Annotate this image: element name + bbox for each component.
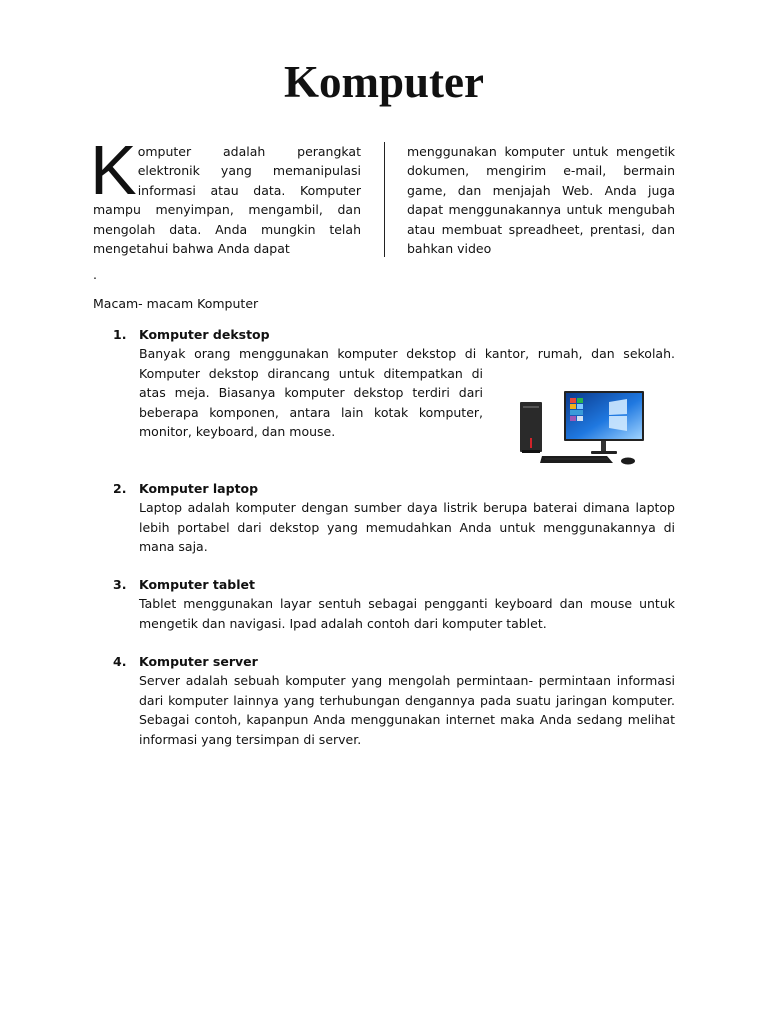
list-body	[139, 498, 675, 556]
drop-cap: K	[90, 131, 137, 209]
list-number: 2.	[113, 481, 127, 496]
list-heading: Komputer tablet	[139, 577, 255, 592]
list-number: 3.	[113, 577, 127, 592]
list-body	[139, 671, 675, 749]
list-body-text: Komputer dekstop dirancang untuk ditempatkan di atas meja. Biasanya komputer dekstop terdiri dari beberapa komponen, antara lain kotak komputer, monitor, keyboard, dan mouse.	[139, 365, 483, 440]
stray-period: .	[93, 267, 97, 282]
intro-right-column	[407, 142, 675, 258]
list-heading: Komputer laptop	[139, 481, 259, 496]
intro-left-text: omputer adalah perangkat elektronik yang memanipulasi informasi atau data. Komputer mampu menyimpan, mengambil, dan mengolah data. Anda mungkin telah mengetahui bahwa Anda dapat	[93, 144, 361, 257]
intro-left-column	[90, 131, 361, 258]
section-title: Macam- macam Komputer	[93, 296, 259, 311]
list-body-text: Laptop adalah komputer dengan sumber daya listrik berupa baterai dimana laptop lebih portabel dari dekstop yang memudahkan Anda untuk menggunakannya di mana saja.	[139, 500, 675, 555]
column-divider	[384, 142, 385, 257]
list-body	[139, 594, 675, 633]
desktop-computer-icon	[517, 386, 647, 468]
list-heading: Komputer server	[139, 654, 258, 669]
page-title: Komputer	[284, 57, 484, 107]
list-body-text: Server adalah sebuah komputer yang mengolah permintaan- permintaan informasi dari komputer lainnya yang terhubungan dengannya pada suatu jaringan komputer. Sebagai contoh, kapanpun Anda menggunakan internet maka Anda sedang melihat informasi yang tersimpan di server.	[139, 673, 675, 747]
list-body-first-line: Banyak orang menggunakan komputer dekstop di kantor, rumah, dan sekolah.	[139, 346, 675, 362]
list-heading: Komputer dekstop	[139, 327, 270, 342]
list-number: 4.	[113, 654, 127, 669]
list-body-text: Tablet menggunakan layar sentuh sebagai pengganti keyboard dan mouse untuk mengetik dan navigasi. Ipad adalah contoh dari komputer tablet.	[139, 596, 675, 631]
intro-right-paragraph: menggunakan komputer untuk mengetik dokumen, mengirim e-mail, bermain game, dan menjajah Web. Anda juga dapat menggunakannya untuk mengubah atau membuat spreadheet, prentasi, dan bahkan video	[407, 144, 675, 257]
list-number: 1.	[113, 327, 127, 342]
intro-left-paragraph	[90, 131, 361, 258]
